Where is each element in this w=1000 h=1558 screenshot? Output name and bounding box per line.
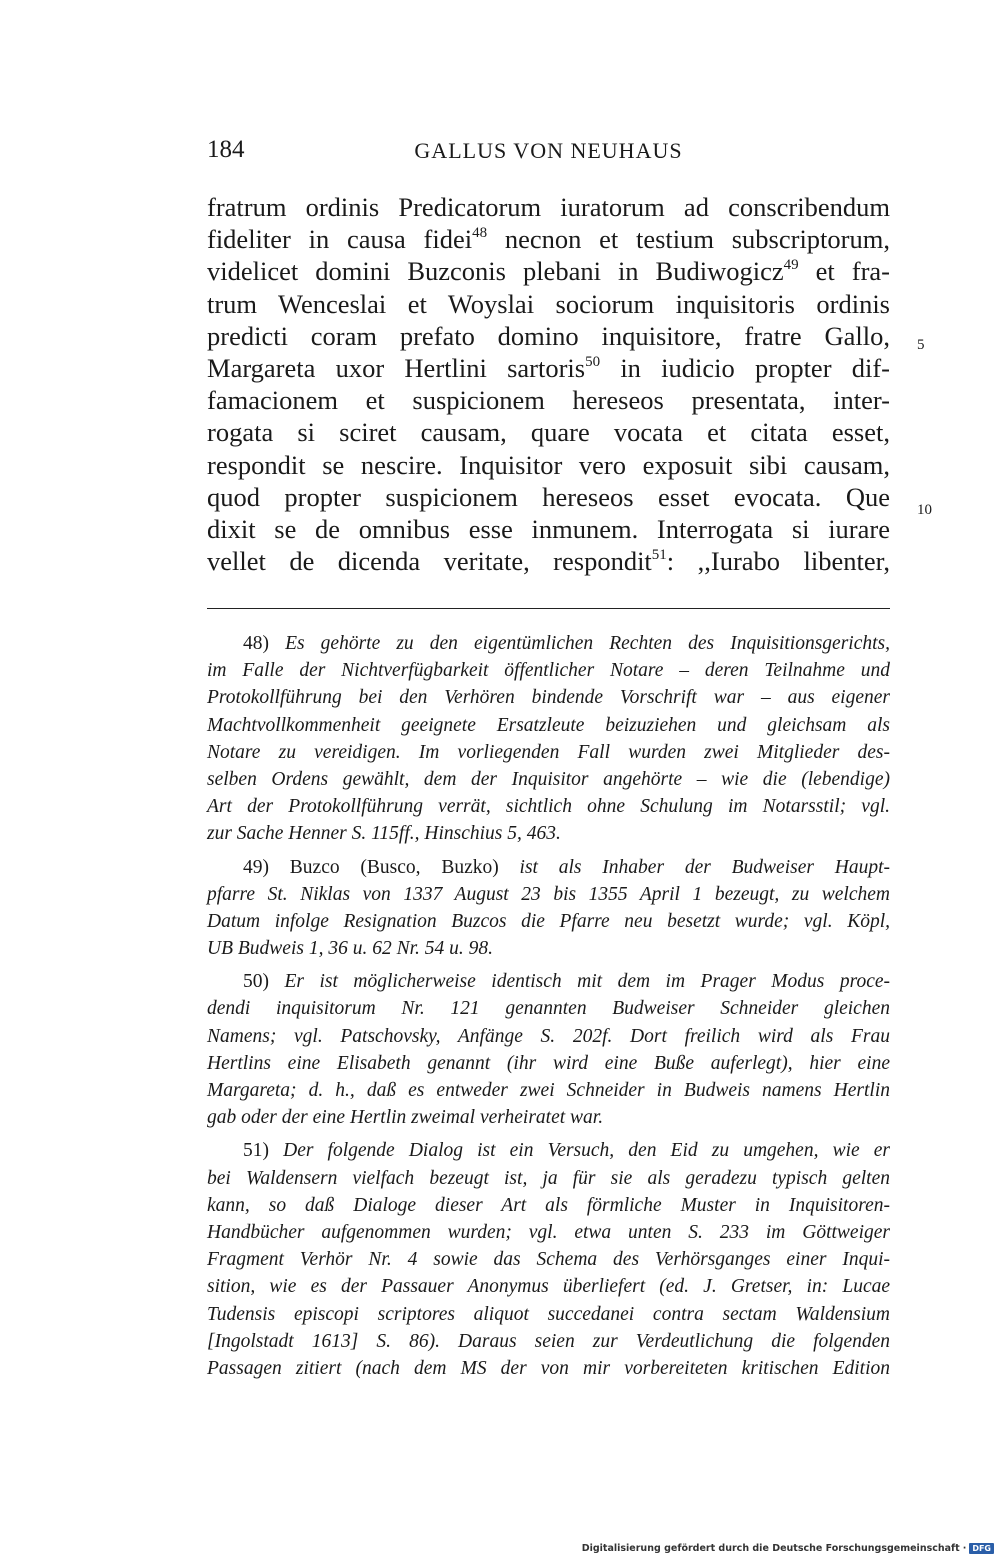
credit-text: Digitalisierung gefördert durch die Deutsche Forschungsgemeinschaft [581, 1543, 960, 1554]
main-text [207, 191, 932, 577]
running-title: GALLUS VON NEUHAUS [414, 138, 683, 163]
page-number: 184 [207, 136, 245, 163]
text-line: vellet de dicenda veritate, respondit$^{51}$: ,,Iurabo libenter, [207, 546, 890, 577]
footnote-number: 51) [243, 1140, 269, 1162]
text-line: trum Wenceslai et Woyslai sociorum inquisitoris ordinis [207, 288, 890, 319]
text-line: dixit se de omnibus esse inmunem. Interrogata si iurare [207, 513, 890, 544]
footnote-ref[interactable]: 50 [585, 353, 601, 370]
footnote-50: 50) Er ist möglicherweise identisch mit dem im Prager Modus proce- dendi inquisitorum Nr. 121 genannten Budweiser Schneider gleichen Namens; vgl. Patschovsky, Anfänge S. 202f. Dort freilich wird als Frau Hertlins eine Elisabeth genannt (ihr wird eine Buße auferlegt), hier eine Margareta; d. h., daß es entweder zwei Schneider in Budweis namens Hertlin gab oder der eine Hertlin zweimal verheiratet war. [207, 971, 891, 1129]
text-line: respondit se nescire. Inquisitor vero exposuit sibi causam, [207, 449, 890, 480]
footnote-ref[interactable]: 48 [472, 225, 488, 242]
footnote-49: 49) Buzco (Busco, Buzko) ist als Inhaber der Budweiser Haupt- pfarre St. Niklas von 1337 August 23 bis 1355 April 1 bezeugt, zu welchem Datum infolge Resignation Buzcos die Pfarre neu besetzt wurde; vgl. Köpl, UB Budweis 1, 36 u. 62 Nr. 54 u. 98. [207, 856, 890, 960]
footnote-48: 48) Es gehörte zu den eigentümlichen Rechten des Inquisitionsgerichts, im Falle der Nichtverfügbarkeit öffentlicher Notare – deren Teilnahme und Protokollführung bei den Verhören bindende Vorschrift war – aus eigener Machtvollkommenheit geeignete Ersatzleute beizuziehen und gleichsam als Notare zu vereidigen. Im vorliegenden Fall wurden zwei Mitglieder des- selben Ordens gewählt, dem der Inquisitor angehörte – wie die (lebendige) Art der Protokollführung verrät, sichtlich ohne Schulung im Notarsstil; vgl. zur Sache Henner S. 115ff., Hinschius 5, 463. [207, 633, 890, 845]
footnote-ref[interactable]: 49 [783, 257, 799, 274]
digitization-credit [582, 1543, 994, 1554]
text-line: fideliter in causa fidei$^{48}$ necnon et testium subscriptorum, [207, 224, 890, 255]
footnote-separator [207, 608, 890, 609]
text-line: rogata si sciret causam, quare vocata et citata esset, [207, 417, 890, 448]
footnote-ref[interactable]: 51 [651, 547, 667, 564]
dfg-logo-icon: DFG [969, 1543, 994, 1554]
page-header [207, 134, 890, 166]
line-number-margin: 5 [917, 337, 925, 353]
line-number-margin: 10 [917, 502, 932, 518]
text-line: famacionem et suspicionem hereseos presentata, inter- [207, 385, 890, 416]
text-line: fratrum ordinis Predicatorum iuratorum ad conscribendum [207, 192, 890, 222]
text-line: Margareta uxor Hertlini sartoris$^{50}$ in iudicio propter dif- [207, 352, 891, 383]
credit-separator: · [962, 1543, 967, 1554]
text-line: videlicet domini Buzconis plebani in Budiwogicz$^{49}$ et fra- [207, 256, 890, 287]
text-line: quod propter suspicionem hereseos esset evocata. Que [207, 481, 890, 512]
footnote-51: 51) Der folgende Dialog ist ein Versuch, den Eid zu umgehen, wie er bei Waldensern vielfach bezeugt ist, ja für sie als geradezu typisch gelten kann, so daß Dialoge dieser Art als förmliche Muster in Inquisitoren- Handbücher aufgenommen wurden; vgl. etwa unten S. 233 im Göttweiger Fragment Verhör Nr. 4 sowie das Schema des Verhörsganges einer Inqui- sition, wie es der Passauer Anonymus überliefert (ed. J. Gretser, in: Lucae Tudensis episcopi scriptores aliquot succedanei contra sectam Waldensium [Ingolstadt 1613] S. 86). Daraus seien zur Verdeutlichung die folgenden Passagen zitiert (nach dem MS der von mir vorbereiteten kritischen Edition [207, 1140, 891, 1379]
footnote-number: 49) [243, 856, 269, 878]
footnotes [207, 630, 890, 1388]
text-line: predicti coram prefato domino inquisitore, fratre Gallo, [207, 320, 890, 351]
footnote-number: 50) [243, 971, 269, 993]
footnote-number: 48) [243, 633, 269, 654]
